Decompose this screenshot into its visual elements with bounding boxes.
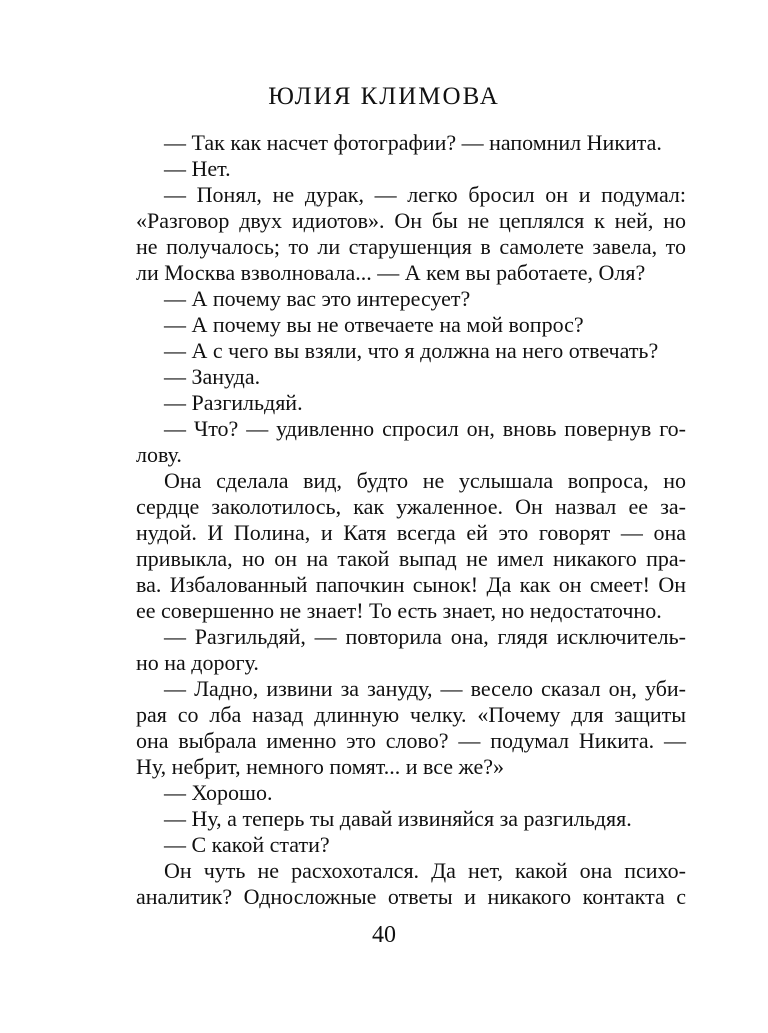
text-line: Ну, небрит, немного помят... и все же?»	[136, 754, 504, 779]
text-line: — Разгильдяй.	[164, 390, 303, 415]
text-line: аналитик? Односложные ответы и никакого контакта с	[136, 884, 686, 909]
text-line: нудой. И Полина, и Катя всегда ей это говорят — она	[136, 520, 686, 545]
text-line: — Ну, а теперь ты давай извиняйся за разгильдяя.	[164, 806, 632, 831]
text-line: — Зануда.	[164, 364, 261, 389]
text-line: ли Москва взволновала... — А кем вы работаете, Оля?	[136, 260, 646, 285]
page-number: 40	[372, 922, 396, 948]
text-line: — А с чего вы взяли, что я должна на него отвечать?	[164, 338, 659, 363]
text-line: — Ладно, извини за зануду, — весело сказал он, уби-	[164, 676, 686, 701]
text-line: «Разговор двух идиотов». Он бы не цеплялся к ней, но	[136, 208, 686, 233]
text-line: — Хорошо.	[164, 780, 273, 805]
text-line: — Понял, не дурак, — легко бросил он и подумал:	[164, 182, 686, 207]
text-line: Он чуть не расхохотался. Да нет, какой она психо-	[164, 858, 686, 883]
text-line: Она сделала вид, будто не услышала вопроса, но	[164, 468, 686, 493]
text-line: но на дорогу.	[136, 650, 259, 675]
text-line: сердце заколотилось, как ужаленное. Он назвал ее за-	[136, 494, 686, 519]
text-line: ва. Избалованный папочкин сынок! Да как он смеет! Он	[136, 572, 686, 597]
text-line: не получалось; то ли старушенция в самолете завела, то	[136, 234, 686, 259]
running-head: ЮЛИЯ КЛИМОВА	[268, 83, 500, 110]
body-text	[136, 130, 686, 910]
text-line: — А почему вы не отвечаете на мой вопрос?	[164, 312, 584, 337]
text-line: лову.	[136, 442, 182, 467]
text-line: — Что? — удивленно спросил он, вновь повернув го-	[164, 416, 686, 441]
text-line: рая со лба назад длинную челку. «Почему для защиты	[136, 702, 686, 727]
text-line: — Разгильдяй, — повторила она, глядя исключитель-	[164, 624, 686, 649]
text-line: — С какой стати?	[164, 832, 330, 857]
text-line: ее совершенно не знает! То есть знает, но недостаточно.	[136, 598, 662, 623]
text-line: — Так как насчет фотографии? — напомнил Никита.	[164, 130, 662, 155]
text-line: — Нет.	[164, 156, 231, 181]
text-line: — А почему вас это интересует?	[164, 286, 471, 311]
text-line: она выбрала именно это слово? — подумал Никита. —	[136, 728, 686, 753]
text-line: привыкла, но он на такой выпад не имел никакого пра-	[136, 546, 686, 571]
